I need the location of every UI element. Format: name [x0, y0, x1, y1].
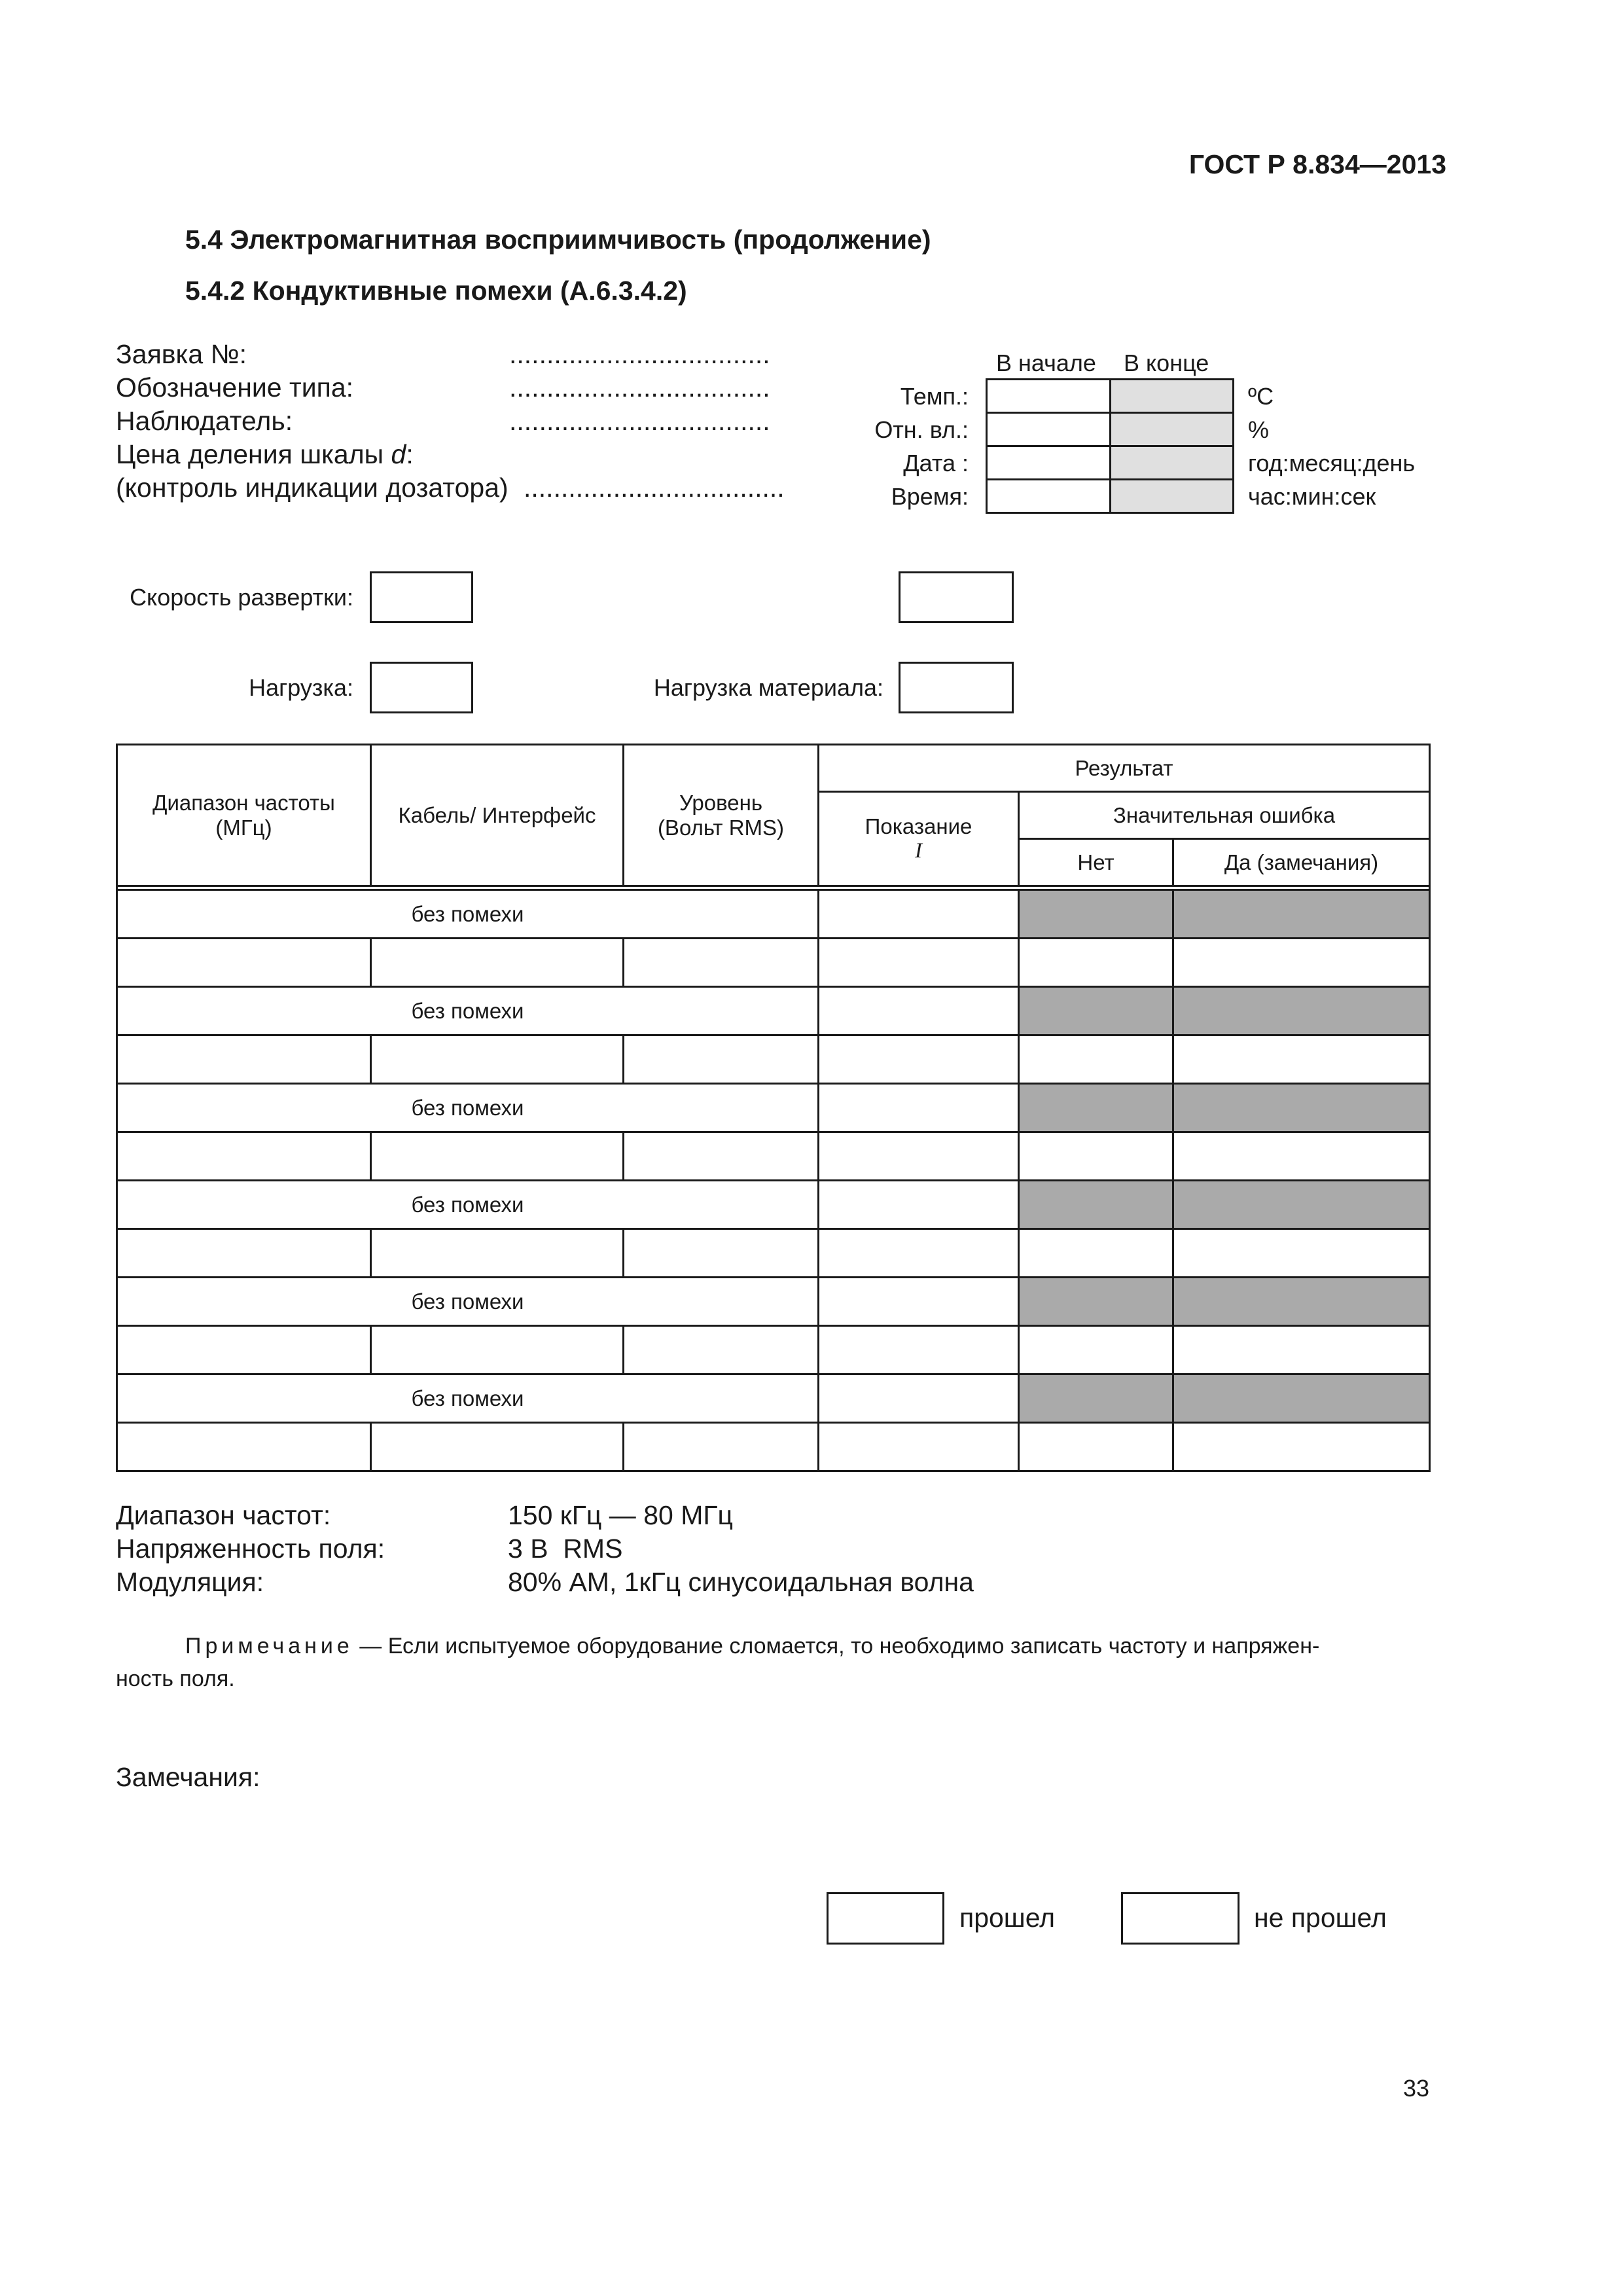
no-cell[interactable] [1019, 939, 1173, 987]
reading-cell[interactable] [819, 1423, 1019, 1471]
shaded-cell [1173, 987, 1430, 1035]
env-time-start[interactable] [986, 478, 1111, 514]
shaded-cell [1019, 1181, 1173, 1229]
no-cell[interactable] [1019, 1035, 1173, 1084]
env-date-end[interactable] [1109, 445, 1234, 480]
shaded-cell [1173, 890, 1430, 939]
env-col-end: В конце [1124, 350, 1209, 376]
note-prefix: Примечание [185, 1634, 353, 1659]
no-cell[interactable] [1019, 1229, 1173, 1278]
header-error: Значительная ошибка [1019, 792, 1430, 839]
section-heading: 5.4 Электромагнитная восприимчивость (продолжение) [185, 224, 931, 255]
header-result: Результат [819, 745, 1430, 792]
env-unit-date: год:месяц:день [1248, 450, 1416, 476]
no-noise-cell: без помехи [117, 1181, 819, 1229]
freq-cell[interactable] [117, 1423, 371, 1471]
material-load-label: Нагрузка материала: [653, 674, 883, 701]
note-text: — Если испытуемое оборудование сломается, то необходимо записать частоту и напряжен- [353, 1634, 1320, 1659]
env-label-date: Дата : [903, 450, 969, 476]
shaded-cell [1173, 1084, 1430, 1132]
env-unit-time: час:мин:сек [1248, 483, 1376, 510]
env-unit-temp: ºС [1248, 383, 1274, 410]
env-humidity-end[interactable] [1109, 412, 1234, 447]
level-cell[interactable] [624, 1132, 819, 1181]
header-reading [819, 792, 1019, 886]
level-cell[interactable] [624, 1326, 819, 1374]
no-cell[interactable] [1019, 1132, 1173, 1181]
table-row-no-noise [117, 1181, 1430, 1229]
freq-range-value: 150 кГц — 80 МГц [508, 1500, 734, 1530]
reading-cell[interactable] [819, 1278, 1019, 1326]
env-temp-end[interactable] [1109, 378, 1234, 414]
no-noise-cell: без помехи [117, 1374, 819, 1423]
failed-checkbox[interactable] [1121, 1892, 1240, 1945]
note-line-2: ность поля. [116, 1666, 235, 1691]
yes-cell[interactable] [1173, 939, 1430, 987]
yes-cell[interactable] [1173, 1326, 1430, 1374]
type-label: Обозначение типа: [116, 372, 354, 403]
table-row [117, 1423, 1430, 1471]
yes-cell[interactable] [1173, 1132, 1430, 1181]
env-label-humidity: Отн. вл.: [874, 416, 969, 443]
header-level: Уровень (Вольт RMS) [624, 745, 819, 886]
material-load-box[interactable] [899, 662, 1014, 713]
results-table [116, 744, 1431, 1472]
reading-cell[interactable] [819, 890, 1019, 939]
no-noise-cell: без помехи [117, 1278, 819, 1326]
no-noise-cell: без помехи [117, 890, 819, 939]
freq-cell[interactable] [117, 1035, 371, 1084]
shaded-cell [1019, 1278, 1173, 1326]
level-cell[interactable] [624, 1035, 819, 1084]
freq-cell[interactable] [117, 939, 371, 987]
freq-cell[interactable] [117, 1132, 371, 1181]
modulation-value: 80% АМ, 1кГц синусоидальная волна [508, 1567, 974, 1597]
sweep-speed-box-2[interactable] [899, 571, 1014, 623]
table-row [117, 939, 1430, 987]
load-label: Нагрузка: [249, 674, 353, 701]
cable-cell[interactable] [371, 939, 624, 987]
standard-number: ГОСТ Р 8.834—2013 [1188, 149, 1446, 179]
header-cable: Кабель/ Интерфейс [371, 745, 624, 886]
remarks-label: Замечания: [116, 1762, 260, 1792]
table-row-no-noise [117, 1084, 1430, 1132]
shaded-cell [1019, 1084, 1173, 1132]
dispenser-field[interactable]: ................................... [524, 473, 785, 503]
cable-cell[interactable] [371, 1326, 624, 1374]
reading-cell[interactable] [819, 939, 1019, 987]
no-noise-cell: без помехи [117, 987, 819, 1035]
subsection-heading: 5.4.2 Кондуктивные помехи (А.6.3.4.2) [185, 276, 687, 306]
shaded-cell [1019, 890, 1173, 939]
level-cell[interactable] [624, 1423, 819, 1471]
yes-cell[interactable] [1173, 1229, 1430, 1278]
yes-cell[interactable] [1173, 1423, 1430, 1471]
freq-cell[interactable] [117, 1229, 371, 1278]
freq-range-label: Диапазон частот: [116, 1500, 331, 1530]
env-col-start: В начале [996, 350, 1096, 376]
reading-cell[interactable] [819, 1326, 1019, 1374]
table-row [117, 1035, 1430, 1084]
freq-cell[interactable] [117, 1326, 371, 1374]
yes-cell[interactable] [1173, 1035, 1430, 1084]
header-freq: Диапазон частоты (МГц) [117, 745, 371, 886]
modulation-label: Модуляция: [116, 1567, 264, 1597]
env-unit-humidity: % [1248, 416, 1270, 443]
sweep-speed-label: Скорость развертки: [130, 584, 353, 611]
field-strength-value: 3 В RMS [508, 1534, 623, 1564]
no-noise-cell: без помехи [117, 1084, 819, 1132]
dispenser-label: (контроль индикации дозатора) [116, 473, 508, 503]
field-strength-label: Напряженность поля: [116, 1534, 385, 1564]
shaded-cell [1019, 1374, 1173, 1423]
shaded-cell [1173, 1181, 1430, 1229]
cable-cell[interactable] [371, 1132, 624, 1181]
table-row [117, 1132, 1430, 1181]
passed-checkbox[interactable] [827, 1892, 944, 1945]
scale-label-prefix: Цена деления шкалы [116, 439, 391, 469]
header-reading-label: Показание [865, 814, 972, 838]
table-row [117, 1326, 1430, 1374]
observer-label: Наблюдатель: [116, 406, 293, 436]
scale-label-var: d [391, 439, 406, 469]
page-number: 33 [1402, 2075, 1429, 2102]
cable-cell[interactable] [371, 1423, 624, 1471]
reading-cell[interactable] [819, 1035, 1019, 1084]
no-cell[interactable] [1019, 1423, 1173, 1471]
reading-cell[interactable] [819, 1181, 1019, 1229]
failed-label: не прошел [1254, 1903, 1387, 1933]
request-field[interactable]: ................................... [509, 339, 770, 369]
passed-label: прошел [959, 1903, 1056, 1933]
reading-cell[interactable] [819, 1132, 1019, 1181]
request-label: Заявка №: [116, 339, 247, 369]
sweep-speed-box[interactable] [370, 571, 473, 623]
note-line-1 [185, 1630, 1435, 1662]
level-cell[interactable] [624, 939, 819, 987]
reading-cell[interactable] [819, 987, 1019, 1035]
env-time-end[interactable] [1109, 478, 1234, 514]
env-label-time: Время: [891, 483, 969, 510]
type-field[interactable]: ................................... [509, 372, 770, 403]
level-cell[interactable] [624, 1229, 819, 1278]
cable-cell[interactable] [371, 1229, 624, 1278]
cable-cell[interactable] [371, 1035, 624, 1084]
header-reading-var: I [915, 839, 922, 863]
env-date-start[interactable] [986, 445, 1111, 480]
table-row-no-noise [117, 890, 1430, 939]
no-cell[interactable] [1019, 1326, 1173, 1374]
reading-cell[interactable] [819, 1229, 1019, 1278]
env-humidity-start[interactable] [986, 412, 1111, 447]
load-box[interactable] [370, 662, 473, 713]
shaded-cell [1173, 1374, 1430, 1423]
table-row-no-noise [117, 1374, 1430, 1423]
header-yes: Да (замечания) [1173, 839, 1430, 886]
table-row-no-noise [117, 1278, 1430, 1326]
scale-label-suffix: : [406, 439, 414, 469]
table-row-no-noise [117, 987, 1430, 1035]
reading-cell[interactable] [819, 1084, 1019, 1132]
shaded-cell [1019, 987, 1173, 1035]
reading-cell[interactable] [819, 1374, 1019, 1423]
env-label-temp: Темп.: [900, 383, 969, 410]
scale-division-label [116, 439, 414, 470]
table-row [117, 1229, 1430, 1278]
shaded-cell [1173, 1278, 1430, 1326]
observer-field[interactable]: ................................... [509, 406, 770, 436]
env-temp-start[interactable] [986, 378, 1111, 414]
header-no: Нет [1019, 839, 1173, 886]
